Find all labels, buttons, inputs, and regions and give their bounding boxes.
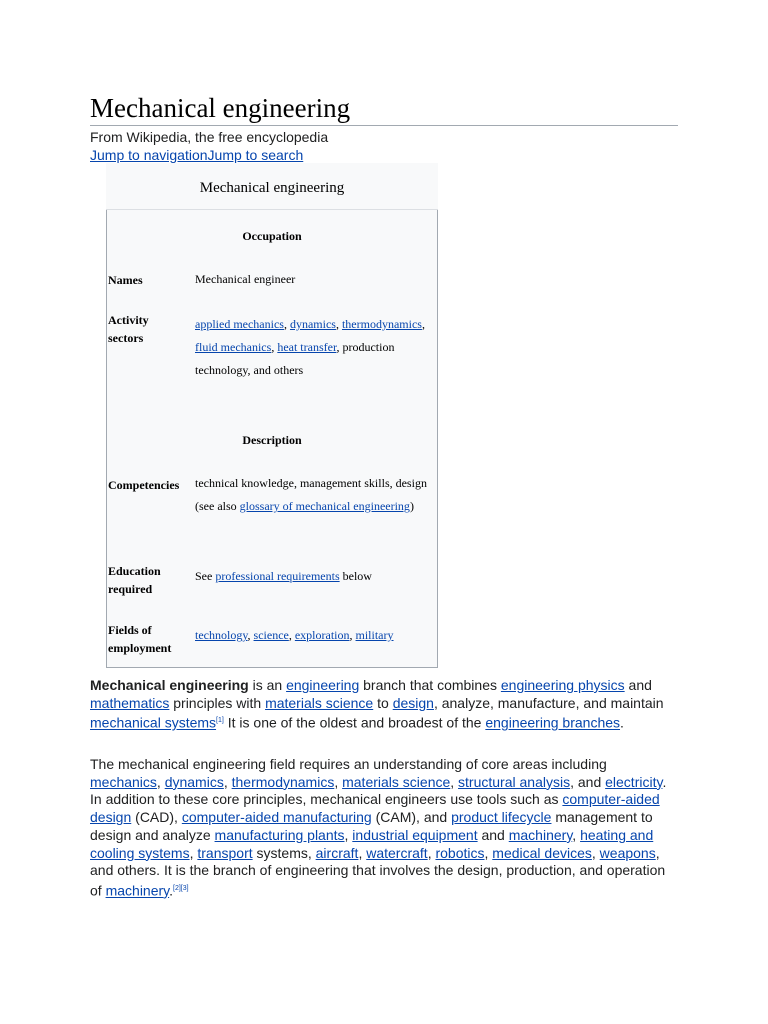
article-link[interactable]: computer-aided design [90,791,660,826]
field-link[interactable]: military [355,628,394,642]
jump-to-navigation-link[interactable]: Jump to navigation [90,147,208,163]
activity-link[interactable]: applied mechanics [195,317,284,331]
article-link[interactable]: engineering branches [485,715,621,732]
field-link[interactable]: science [253,628,289,642]
reference-link[interactable]: [2][3] [173,884,189,892]
infobox-value-fields: technology, science, exploration, military [195,628,394,642]
article-link[interactable]: weapons [599,844,656,861]
article-link[interactable]: industrial equipment [352,826,478,843]
page-tagline: From Wikipedia, the free encyclopedia [90,129,329,145]
body-paragraph: The mechanical engineering field requires an understanding of core areas including mechanics, dynamics, thermodynamics, materials science, structural analysis, and electricity. In addition to these core principles, mechanical engineers use tools such as computer-aided design (CAD), computer-aided manufacturing (CAM), and product lifecycle management to design and analyze manufacturing plants, industrial equipment and machinery, heating and cooling systems, transport systems, aircraft, watercraft, robotics, medical devices, weapons, and others. It is the branch of engineering that involves the design, production, and operation of machinery.[2][3] [90,756,667,899]
article-link[interactable]: materials science [265,694,374,711]
infobox-value-competencies: technical knowledge, management skills, design (see also glossary of mechanical engineering) [195,476,427,513]
article-link[interactable]: computer-aided manufacturing [181,809,372,826]
infobox [106,163,438,668]
infobox-value-activity: applied mechanics, dynamics, thermodynamics, fluid mechanics, heat transfer, production technology, and others [195,317,425,377]
reference-link[interactable]: [1] [216,717,224,725]
article-link[interactable]: mechanics [90,773,157,790]
article-link[interactable]: product lifecycle [451,809,552,826]
infobox-header [106,163,438,210]
article-link[interactable]: mathematics [90,694,170,711]
infobox-title: Mechanical engineering [199,180,345,196]
article-link[interactable]: engineering physics [500,677,625,693]
article-link[interactable]: transport [197,844,253,861]
infobox-label-education: Education required [108,564,161,596]
article-link[interactable]: manufacturing plants [214,826,345,843]
article-link[interactable]: machinery [508,826,573,843]
infobox-section-occupation: Occupation [242,229,302,243]
jump-to-search-link[interactable]: Jump to search [207,147,304,163]
infobox-section-description: Description [242,433,302,447]
article-link[interactable]: medical devices [492,844,592,861]
infobox-value-education: See professional requirements below [195,569,372,583]
article-link[interactable]: design [392,694,434,711]
activity-link[interactable]: heat transfer [277,340,337,354]
article-link[interactable]: robotics [435,844,485,861]
article-link[interactable]: structural analysis [458,773,571,790]
infobox-label-fields: Fields of employment [108,623,172,655]
field-link[interactable]: technology [195,628,248,642]
article-link[interactable]: heating and cooling systems [90,826,654,861]
glossary-link[interactable]: glossary of mechanical engineering [239,499,410,513]
lead-term: Mechanical engineering [90,677,249,693]
activity-rest: , production technology, and others [195,340,395,377]
article-link[interactable]: materials science [342,773,451,790]
activity-link[interactable]: dynamics [289,317,336,331]
professional-requirements-link[interactable]: professional requirements [215,569,340,583]
article-link[interactable]: mechanical systems [90,715,217,732]
jump-links [90,147,303,164]
page-title: Mechanical engineering [90,93,351,123]
article-link[interactable]: engineering [286,677,360,693]
title-divider [90,125,678,126]
infobox-value-names: Mechanical engineer [195,272,296,286]
article-link[interactable]: electricity [605,773,663,790]
field-link[interactable]: exploration [294,628,350,642]
activity-link[interactable]: thermodynamics [341,317,422,331]
infobox-label-names: Names [108,273,143,287]
article-link[interactable]: thermodynamics [231,773,335,790]
intro-paragraph: Mechanical engineering is an engineering branch that combines engineering physics and mathematics principles with materials science to design, analyze, manufacture, and maintain mechanical systems[1] It is one of the oldest and broadest of the engineering branches. [90,677,664,732]
infobox-label-activity: Activity sectors [108,313,149,345]
activity-link[interactable]: fluid mechanics [195,340,272,354]
article-link[interactable]: aircraft [315,844,359,861]
article-link[interactable]: dynamics [164,773,224,790]
infobox-label-competencies: Competencies [108,478,180,492]
article-link[interactable]: machinery [105,882,170,899]
article-link[interactable]: watercraft [366,844,428,861]
